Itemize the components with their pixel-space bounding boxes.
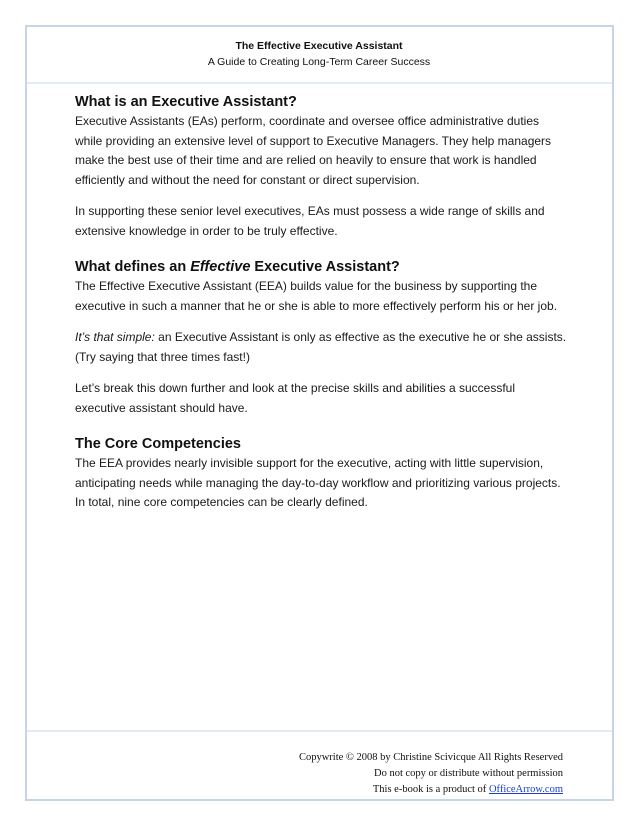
officearrow-link[interactable]: OfficeArrow.com bbox=[488, 784, 563, 795]
permission-line: Do not copy or distribute without permission bbox=[374, 768, 563, 779]
document-subtitle: A Guide to Creating Long-Term Career Success bbox=[207, 56, 431, 68]
paragraph: Executive Assistants (EAs) perform, coordinate and oversee office administrative duties while providing an extensive level of support to Executive Managers. They help managers make the best use of their time and are relied on heavily to ensure that work is handled efficiently and without the need for constant or direct supervision. bbox=[75, 114, 552, 187]
header-divider bbox=[27, 82, 612, 84]
paragraph: The EEA provides nearly invisible support for the executive, acting with little supervision, anticipating needs while managing the day-to-day workflow and prioritizing various projects. In total, nine core competencies can be clearly defined. bbox=[75, 456, 561, 509]
document-header bbox=[0, 38, 638, 70]
paragraph-text: an Executive Assistant is only as effective as the executive he or she assists. (Try saying that three times fast!) bbox=[75, 330, 567, 364]
product-line bbox=[299, 782, 563, 798]
paragraph: The Effective Executive Assistant (EEA) builds value for the business by supporting the executive in such a manner that he or she is able to more effectively perform his or her job. bbox=[75, 279, 558, 313]
section-heading-effective-ea bbox=[75, 257, 569, 277]
paragraph: Let’s break this down further and look at the precise skills and abilities a successful executive assistant should have. bbox=[75, 381, 516, 415]
document-footer bbox=[299, 750, 563, 798]
emphasis-lead: It’s that simple: bbox=[75, 330, 155, 344]
heading-text: What defines an bbox=[75, 259, 191, 275]
footer-divider bbox=[27, 730, 612, 732]
document-title: The Effective Executive Assistant bbox=[235, 40, 403, 52]
section-heading-what-is-ea: What is an Executive Assistant? bbox=[75, 94, 297, 110]
product-prefix: This e-book is a product of bbox=[372, 784, 489, 795]
section-heading-core-competencies: The Core Competencies bbox=[75, 436, 241, 452]
heading-text: Executive Assistant? bbox=[250, 259, 400, 275]
paragraph: In supporting these senior level executives, EAs must possess a wide range of skills and extensive knowledge in order to be truly effective. bbox=[75, 204, 545, 238]
paragraph bbox=[75, 328, 569, 367]
document-body bbox=[75, 92, 569, 531]
heading-emphasis: Effective bbox=[190, 259, 251, 275]
copyright-line: Copywrite © 2008 by Christine Scivicque All Rights Reserved bbox=[298, 752, 563, 763]
